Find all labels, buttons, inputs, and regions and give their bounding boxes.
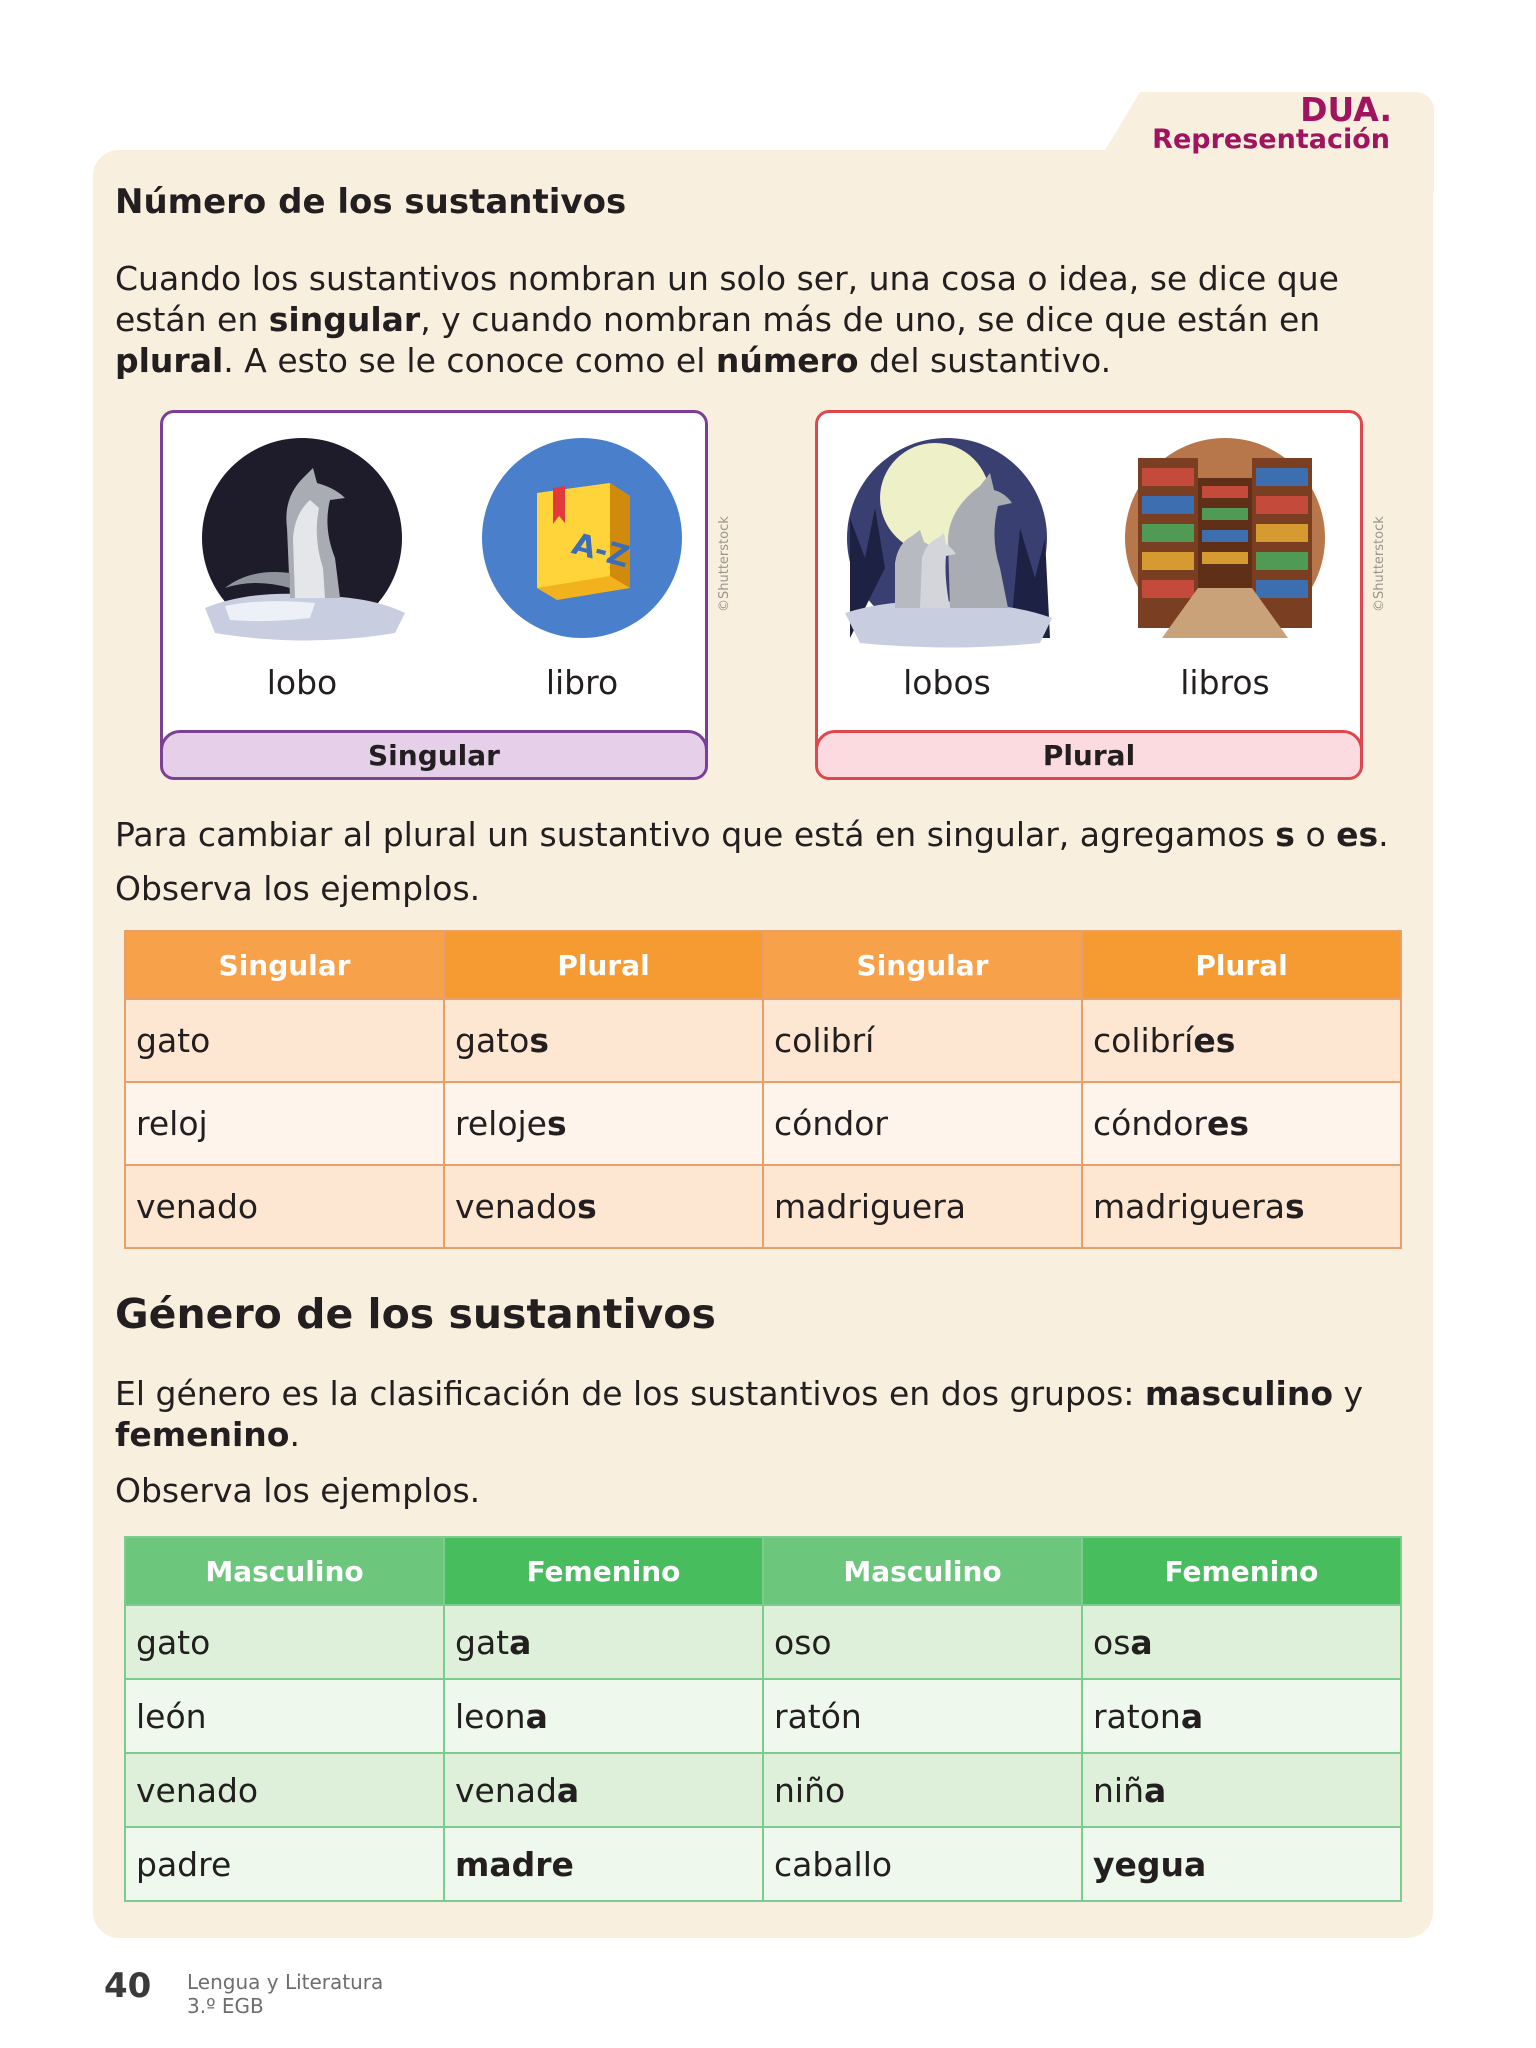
page-number: 40: [104, 1966, 152, 2006]
genero-intro: El género es la clasificación de los sustantivos en dos grupos: masculino y femenino.: [115, 1374, 1364, 1454]
table-cell: madre: [444, 1827, 763, 1901]
label-lobo: lobo: [266, 663, 338, 702]
table-cell: gato: [125, 999, 444, 1082]
bookshelves-icon: [1118, 438, 1332, 652]
table-cell: gata: [444, 1605, 763, 1679]
table-cell: madrigueras: [1082, 1165, 1401, 1248]
table-cell: niña: [1082, 1753, 1401, 1827]
table-cell: niño: [763, 1753, 1082, 1827]
page-subject: Lengua y Literatura 3.º EGB: [187, 1970, 384, 2018]
table-cell: gatos: [444, 999, 763, 1082]
table-cell: cóndor: [763, 1082, 1082, 1165]
table-cell: venado: [125, 1165, 444, 1248]
table-cell: oso: [763, 1605, 1082, 1679]
table-cell: madriguera: [763, 1165, 1082, 1248]
table-cell: padre: [125, 1827, 444, 1901]
table-row: [125, 1165, 1401, 1248]
table-row: [125, 1679, 1401, 1753]
table-cell: ratón: [763, 1679, 1082, 1753]
label-libros: libros: [1180, 663, 1270, 702]
book-icon: [475, 438, 689, 652]
dua-subtitle: Representación: [1152, 124, 1390, 155]
table-row: [125, 1082, 1401, 1165]
table-cell: venada: [444, 1753, 763, 1827]
header-singular-2: Singular: [763, 931, 1082, 999]
label-libro: libro: [545, 663, 619, 702]
table-row: [125, 999, 1401, 1082]
table-cell: leona: [444, 1679, 763, 1753]
gender-table: [124, 1536, 1402, 1902]
plural-rule: Para cambiar al plural un sustantivo que está en singular, agregamos s o es.: [115, 815, 1389, 854]
table-cell: venados: [444, 1165, 763, 1248]
table-cell: cóndores: [1082, 1082, 1401, 1165]
table-cell: ratona: [1082, 1679, 1401, 1753]
image-credit-2: ©Shutterstock: [1372, 516, 1387, 612]
header-plural-1: Plural: [444, 931, 763, 999]
label-lobos: lobos: [903, 663, 991, 702]
singular-card: [160, 410, 708, 780]
table-cell: colibrí: [763, 999, 1082, 1082]
table-row: [125, 1753, 1401, 1827]
dua-title: DUA.: [1300, 90, 1392, 129]
header-masculino-1: Masculino: [125, 1537, 444, 1605]
header-plural-2: Plural: [1082, 931, 1401, 999]
number-table: [124, 930, 1402, 1249]
numero-observe: Observa los ejemplos.: [115, 869, 481, 908]
table-cell: gato: [125, 1605, 444, 1679]
wolves-icon: [840, 438, 1054, 652]
table-cell: caballo: [763, 1827, 1082, 1901]
svg-text:A-Z: A-Z: [568, 526, 633, 576]
header-masculino-2: Masculino: [763, 1537, 1082, 1605]
table-cell: venado: [125, 1753, 444, 1827]
numero-intro: Cuando los sustantivos nombran un solo ser, una cosa o idea, se dice que están en singular, y cuando nombran más de uno, se dice que están en plural. A esto se le conoce como el número del sustantivo.: [115, 259, 1339, 380]
header-femenino-2: Femenino: [1082, 1537, 1401, 1605]
table-cell: relojes: [444, 1082, 763, 1165]
genero-heading: Género de los sustantivos: [115, 1290, 716, 1338]
header-singular-1: Singular: [125, 931, 444, 999]
table-cell: yegua: [1082, 1827, 1401, 1901]
table-cell: reloj: [125, 1082, 444, 1165]
plural-card: [815, 410, 1363, 780]
table-cell: león: [125, 1679, 444, 1753]
image-credit: ©Shutterstock: [717, 516, 732, 612]
table-row: [125, 1605, 1401, 1679]
header-femenino-1: Femenino: [444, 1537, 763, 1605]
table-row: [125, 1827, 1401, 1901]
table-cell: colibríes: [1082, 999, 1401, 1082]
genero-observe: Observa los ejemplos.: [115, 1471, 481, 1510]
table-cell: osa: [1082, 1605, 1401, 1679]
numero-heading: Número de los sustantivos: [115, 182, 627, 222]
singular-label: Singular: [160, 730, 708, 780]
wolf-icon: [195, 438, 409, 652]
plural-label: Plural: [815, 730, 1363, 780]
